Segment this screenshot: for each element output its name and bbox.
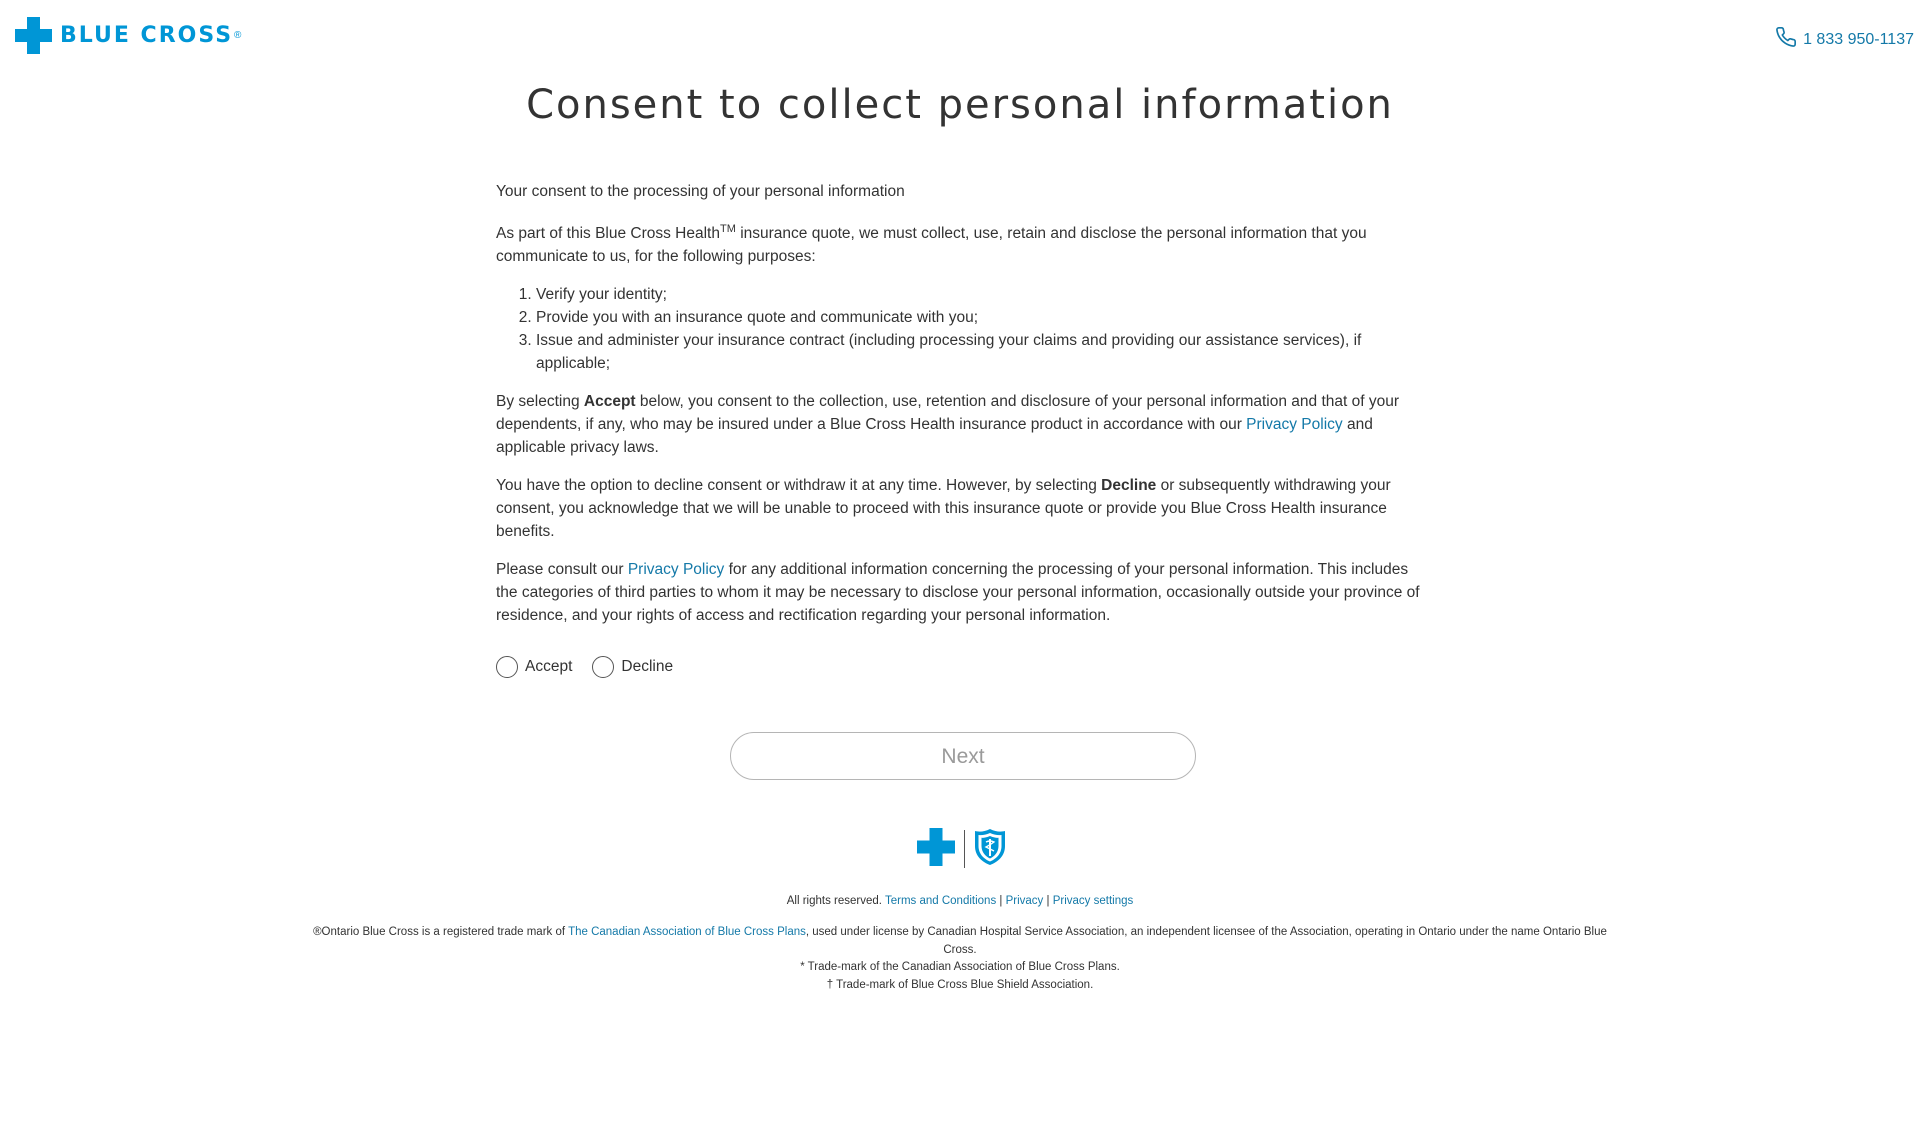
text: and applicable privacy laws. (496, 416, 1373, 457)
text: You have the option to decline consent or withdraw it at any time. However, by selecting (496, 477, 1102, 495)
header (0, 0, 1920, 74)
consent-paragraph-consult (496, 558, 1426, 627)
footer-logos (917, 829, 1007, 869)
consent-content (496, 180, 1426, 642)
text: As part of this Blue Cross Health (496, 225, 720, 243)
footer-logo-divider (964, 830, 965, 868)
list-item: 3. Issue and administer your insurance contract (including processing your claims and providing our assistance services), if applicable; (536, 329, 1426, 375)
accept-emphasis: Accept (583, 393, 636, 411)
privacy-settings-link[interactable]: Privacy settings (1052, 895, 1134, 907)
accept-radio-option[interactable] (496, 656, 572, 678)
separator: | (1046, 895, 1050, 907)
phone-number: 1 833 950-1137 (1803, 30, 1914, 48)
text: Please consult our (496, 561, 628, 579)
blue-cross-icon (15, 17, 52, 54)
consent-paragraph-purposes (496, 218, 1426, 268)
next-button[interactable]: Next (730, 732, 1196, 780)
page-title: Consent to collect personal information (526, 82, 1394, 128)
footer-rights (0, 893, 1920, 911)
consent-intro: Your consent to the processing of your personal information (496, 183, 905, 200)
legal-trademark-text (310, 924, 1610, 959)
consent-paragraph-decline (496, 474, 1426, 543)
decline-radio-option[interactable] (592, 656, 673, 678)
trademark-note: * Trade-mark of the Canadian Association of Blue Cross Plans. (800, 961, 1120, 973)
decline-radio[interactable] (592, 656, 614, 678)
logo-registered-mark: ® (234, 30, 242, 41)
privacy-link[interactable]: Privacy (1005, 895, 1044, 907)
text: , used under license by Canadian Hospital Service Association, an independent licensee of the Association, operating in Ontario under the name Ontario Blue Cross. (805, 926, 1607, 956)
consent-paragraph-accept (496, 390, 1426, 459)
accept-label: Accept (525, 658, 573, 675)
blue-shield-icon (974, 828, 1006, 871)
logo-text: BLUE CROSS (60, 22, 234, 48)
text: By selecting (496, 393, 584, 411)
list-item: 1. Verify your identity; (536, 283, 1426, 306)
decline-emphasis: Decline (1101, 477, 1157, 495)
blue-cross-logo[interactable] (15, 17, 241, 54)
list-item: 2. Provide you with an insurance quote and communicate with you; (536, 306, 1426, 329)
accept-radio[interactable] (496, 656, 518, 678)
text: or subsequently withdrawing your consent, you acknowledge that we will be unable to proceed with this insurance quote or provide you Blue Cross Health insurance benefits. (496, 477, 1391, 541)
privacy-policy-link[interactable]: Privacy Policy (1246, 416, 1343, 434)
consent-radio-group (496, 656, 693, 678)
footer-legal (0, 924, 1920, 994)
trademark-mark: TM (720, 223, 736, 235)
separator: | (999, 895, 1003, 907)
rights-text: All rights reserved. (786, 895, 882, 907)
trademark-note: † Trade-mark of Blue Cross Blue Shield Association. (826, 978, 1094, 991)
purposes-list (496, 283, 1426, 375)
phone-icon (1775, 26, 1803, 53)
terms-link[interactable]: Terms and Conditions (884, 895, 997, 907)
decline-label: Decline (621, 658, 674, 675)
blue-cross-icon (917, 828, 955, 871)
text: ®Ontario Blue Cross is a registered trade mark of (313, 926, 569, 938)
text: below, you consent to the collection, use, retention and disclosure of your personal information and that of your dependents, if any, who may be insured under a Blue Cross Health insurance product in accordance with our (496, 393, 1399, 434)
privacy-policy-link[interactable]: Privacy Policy (627, 561, 725, 579)
cabcp-link[interactable]: The Canadian Association of Blue Cross Plans (568, 926, 806, 938)
phone-link[interactable] (1775, 26, 1914, 53)
text: for any additional information concerning the processing of your personal information. This includes the categories of third parties to whom it may be necessary to disclose your personal information, occasionally outside your province of residence, and your rights of access and rectification regarding your personal information. (496, 561, 1420, 625)
text: insurance quote, we must collect, use, retain and disclose the personal information that you communicate to us, for the following purposes: (496, 225, 1367, 266)
